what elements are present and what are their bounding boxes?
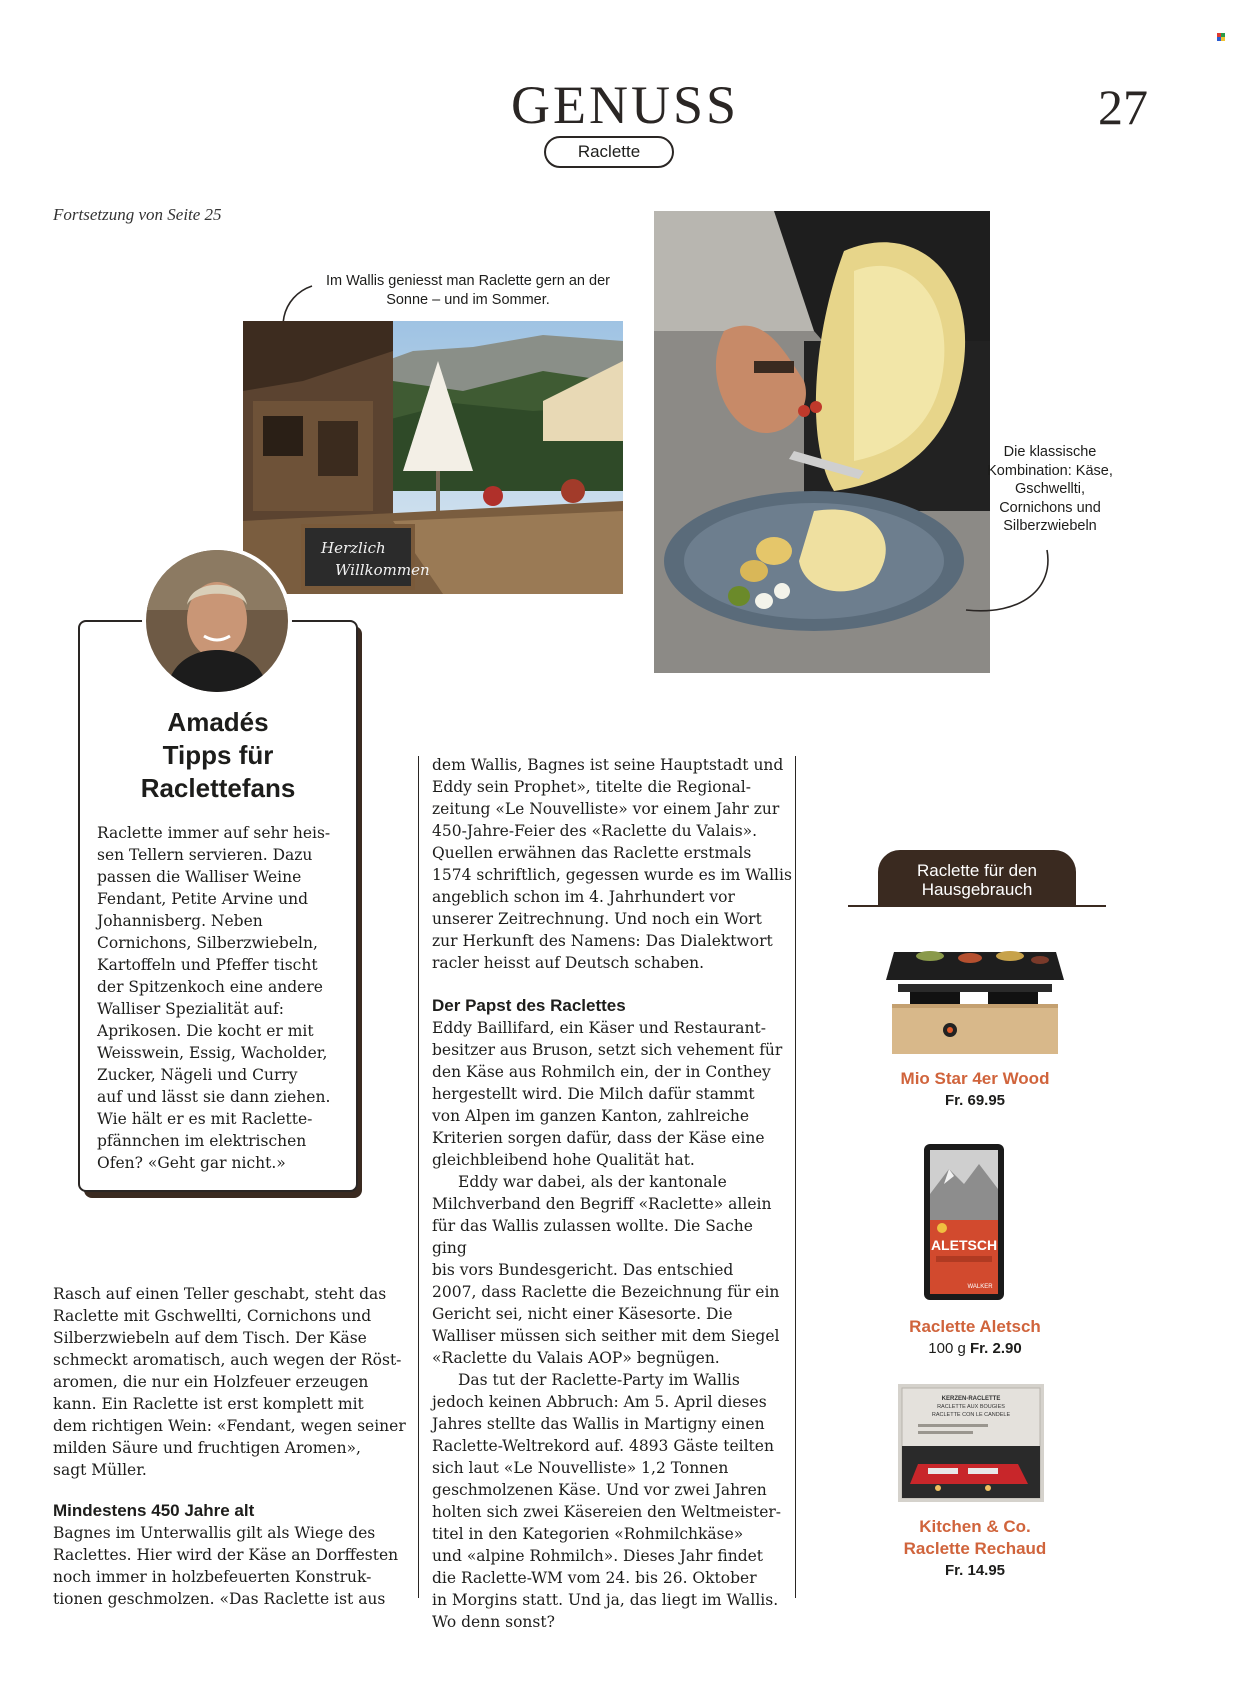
article-line: aromen, die nur ein Holzfeuer erzeugen <box>53 1373 369 1391</box>
article-line: Quellen erwähnen das Raclette erstmals <box>432 844 752 862</box>
product-name-line1: Kitchen & Co. <box>919 1517 1031 1536</box>
price-value: Fr. 69.95 <box>944 1092 1006 1109</box>
product-name-rechaud <box>860 1516 1090 1560</box>
article-line: jedoch keinen Abbruch: Am 5. April dieses <box>432 1393 767 1411</box>
box-text-line3: RACLETTE CON LE CANDELE <box>931 1412 1011 1418</box>
price-value: Fr. 2.90 <box>970 1340 1022 1357</box>
article-line: in Morgins statt. Und ja, das liegt im Wallis. <box>432 1591 779 1609</box>
article-line: sich laut «Le Nouvelliste» 1,2 Tonnen <box>432 1459 729 1477</box>
product-price-aletsch <box>860 1339 1090 1359</box>
article-line: hergestellt wird. Die Milch dafür stammt <box>432 1085 755 1103</box>
photo-raclette-scraping <box>654 211 990 673</box>
article-line: dem richtigen Wein: «Fendant, wegen seiner <box>53 1417 406 1435</box>
tip-line: pfännchen im elektrischen <box>97 1132 307 1150</box>
article-line: gleichbleibend hohe Qualität hat. <box>432 1151 695 1169</box>
tip-title-line3: Raclettefans <box>140 773 296 803</box>
tip-line: passen die Walliser Weine <box>97 868 302 886</box>
tip-line: Kartoffeln und Pfeffer tischt <box>97 956 318 974</box>
print-color-mark <box>1217 33 1225 41</box>
article-line: kann. Ein Raclette ist erst komplett mit <box>53 1395 364 1413</box>
tip-line: Johannisberg. Neben <box>97 912 263 930</box>
article-line: holten sich zwei Käsereien den Weltmeister- <box>432 1503 782 1521</box>
tip-title-line2: Tipps für <box>162 740 274 770</box>
article-line: angeblich schon im 4. Jahrhundert vor <box>432 888 735 906</box>
article-line: den Käse aus Rohmilch ein, der in Conthey <box>432 1063 771 1081</box>
product-image-aletsch <box>924 1144 1004 1300</box>
product-name-mio-star: Mio Star 4er Wood <box>900 1069 1050 1088</box>
box-text-line2: RACLETTE AUX BOUGIES <box>937 1404 1005 1410</box>
article-line: Silberzwiebeln auf dem Tisch. Der Käse <box>53 1329 367 1347</box>
aletsch-label: ALETSCH <box>930 1237 998 1253</box>
article-column-2-cont <box>432 1017 792 1633</box>
article-column-2 <box>432 754 792 974</box>
article-line: Raclette mit Gschwellti, Cornichons und <box>53 1307 372 1325</box>
article-line: milden Säure und fruchtigen Aromen», <box>53 1439 361 1457</box>
tip-box-text <box>97 822 345 1174</box>
product-name-line2: Raclette Rechaud <box>903 1539 1047 1558</box>
article-line: Wo denn sonst? <box>432 1613 555 1631</box>
article-line: geschmolzenen Käse. Und vor zwei Jahren <box>432 1481 767 1499</box>
article-line: Eddy sein Prophet», titelte die Regional- <box>432 778 751 796</box>
product-price-rechaud <box>860 1561 1090 1581</box>
products-heading-line1: Raclette für den <box>916 861 1037 880</box>
article-column-1 <box>53 1283 409 1481</box>
article-line: sagt Müller. <box>53 1461 147 1479</box>
article-line: Kriterien sorgen dafür, dass der Käse eine <box>432 1129 765 1147</box>
article-line: noch immer in holzbefeuerten Konstruk- <box>53 1568 372 1586</box>
rubric-label: Raclette <box>544 136 674 168</box>
tip-line: der Spitzenkoch eine andere <box>97 978 323 996</box>
article-line: Bagnes im Unterwallis gilt als Wiege des <box>53 1524 376 1542</box>
product-name-aletsch: Raclette Aletsch <box>909 1317 1041 1336</box>
article-line: Walliser müssen sich seither mit dem Siegel <box>432 1327 780 1345</box>
article-line: titel in den Kategorien «Rohmilchkäse» <box>432 1525 744 1543</box>
article-line: Milchverband den Begriff «Raclette» allein <box>432 1195 772 1213</box>
tip-line: auf und lässt sie dann ziehen. <box>97 1088 331 1106</box>
page-number: 27 <box>1098 79 1148 135</box>
article-line: Das tut der Raclette-Party im Wallis <box>458 1371 740 1389</box>
box-text-line1: KERZEN-RACLETTE <box>941 1396 1001 1402</box>
products-heading-line2: Hausgebrauch <box>921 880 1033 899</box>
tip-line: Ofen? «Geht gar nicht.» <box>97 1154 286 1172</box>
article-line: von Alpen im ganzen Kanton, zahlreiche <box>432 1107 750 1125</box>
article-line: Rasch auf einen Teller geschabt, steht das <box>53 1285 387 1303</box>
tip-line: Zucker, Nägeli und Curry <box>97 1066 298 1084</box>
subhead-papst: Der Papst des Raclettes <box>432 996 626 1015</box>
article-line: für das Wallis zulassen wollte. Die Sache ging <box>432 1217 753 1257</box>
article-line: dem Wallis, Bagnes ist seine Hauptstadt und <box>432 756 784 774</box>
article-line: Gericht sei, nicht einer Käsesorte. Die <box>432 1305 733 1323</box>
product-image-mio-star <box>880 940 1070 1060</box>
photo-caption-combination: Die klassische Kombination: Käse, Gschwellti, Cornichons und Silberzwiebeln <box>987 444 1113 534</box>
chef-portrait <box>146 550 288 692</box>
product-image-rechaud <box>898 1384 1044 1502</box>
products-heading <box>878 850 1076 906</box>
tip-line: Fendant, Petite Arvine und <box>97 890 308 908</box>
continuation-note: Fortsetzung von Seite 25 <box>53 205 222 224</box>
tip-line: Aprikosen. Die kocht er mit <box>97 1022 314 1040</box>
article-line: Raclette-Weltrekord auf. 4893 Gäste teilten <box>432 1437 774 1455</box>
article-line: besitzer aus Bruson, setzt sich vehement für <box>432 1041 783 1059</box>
photo-caption-terrace: Im Wallis geniesst man Raclette gern an der Sonne – und im Sommer. <box>326 273 610 308</box>
article-line: zur Herkunft des Namens: Das Dialektwort <box>432 932 773 950</box>
photo-terrace <box>243 321 623 594</box>
weight-value: 100 g <box>928 1340 966 1357</box>
article-line: «Raclette du Valais AOP» begnügen. <box>432 1349 720 1367</box>
article-line: und «alpine Rohmilch». Dieses Jahr findet <box>432 1547 764 1565</box>
tip-box-title <box>100 706 336 805</box>
article-line: tionen geschmolzen. «Das Raclette ist aus <box>53 1590 386 1608</box>
article-line: zeitung «Le Nouvelliste» vor einem Jahr zur <box>432 800 780 818</box>
tip-line: Cornichons, Silberzwiebeln, <box>97 934 318 952</box>
tip-line: Walliser Spezialität auf: <box>97 1000 284 1018</box>
chalkboard-text-line1: Herzlich <box>321 539 386 557</box>
article-line: Eddy war dabei, als der kantonale <box>458 1173 727 1191</box>
tip-title-line1: Amadés <box>167 707 269 737</box>
products-heading-rule <box>848 905 1106 907</box>
article-line: 1574 schriftlich, gegessen wurde es im Wallis <box>432 866 792 884</box>
tip-line: Wie hält er es mit Raclette- <box>97 1110 313 1128</box>
tip-line: Raclette immer auf sehr heis- <box>97 824 331 842</box>
article-line: die Raclette-WM vom 24. bis 26. Oktober <box>432 1569 757 1587</box>
article-line: 450-Jahre-Feier des «Raclette du Valais». <box>432 822 758 840</box>
subhead-450-years: Mindestens 450 Jahre alt <box>53 1501 255 1520</box>
column-rule-right <box>795 756 796 1598</box>
product-price-mio-star <box>860 1091 1090 1111</box>
chalkboard-text-line2: Willkommen <box>335 561 430 579</box>
caption-leader-line-2 <box>962 548 1062 618</box>
article-line: 2007, dass Raclette die Bezeichnung für ein <box>432 1283 780 1301</box>
article-column-1-cont <box>53 1522 409 1610</box>
price-value: Fr. 14.95 <box>944 1562 1006 1579</box>
article-line: bis vors Bundesgericht. Das entschied <box>432 1261 734 1279</box>
tip-line: Weisswein, Essig, Wacholder, <box>97 1044 328 1062</box>
column-rule-left <box>418 756 419 1598</box>
article-line: unserer Zeitrechnung. Und noch ein Wort <box>432 910 762 928</box>
article-line: racler heisst auf Deutsch schaben. <box>432 954 705 972</box>
article-line: Jahres stellte das Wallis in Martigny einen <box>432 1415 765 1433</box>
section-title: GENUSS <box>510 75 740 135</box>
article-line: Raclettes. Hier wird der Käse an Dorffesten <box>53 1546 399 1564</box>
tip-line: sen Tellern servieren. Dazu <box>97 846 313 864</box>
aletsch-brand: WALKER <box>967 1284 993 1290</box>
article-line: schmeckt aromatisch, auch wegen der Röst- <box>53 1351 402 1369</box>
article-line: Eddy Baillifard, ein Käser und Restaurant- <box>432 1019 766 1037</box>
